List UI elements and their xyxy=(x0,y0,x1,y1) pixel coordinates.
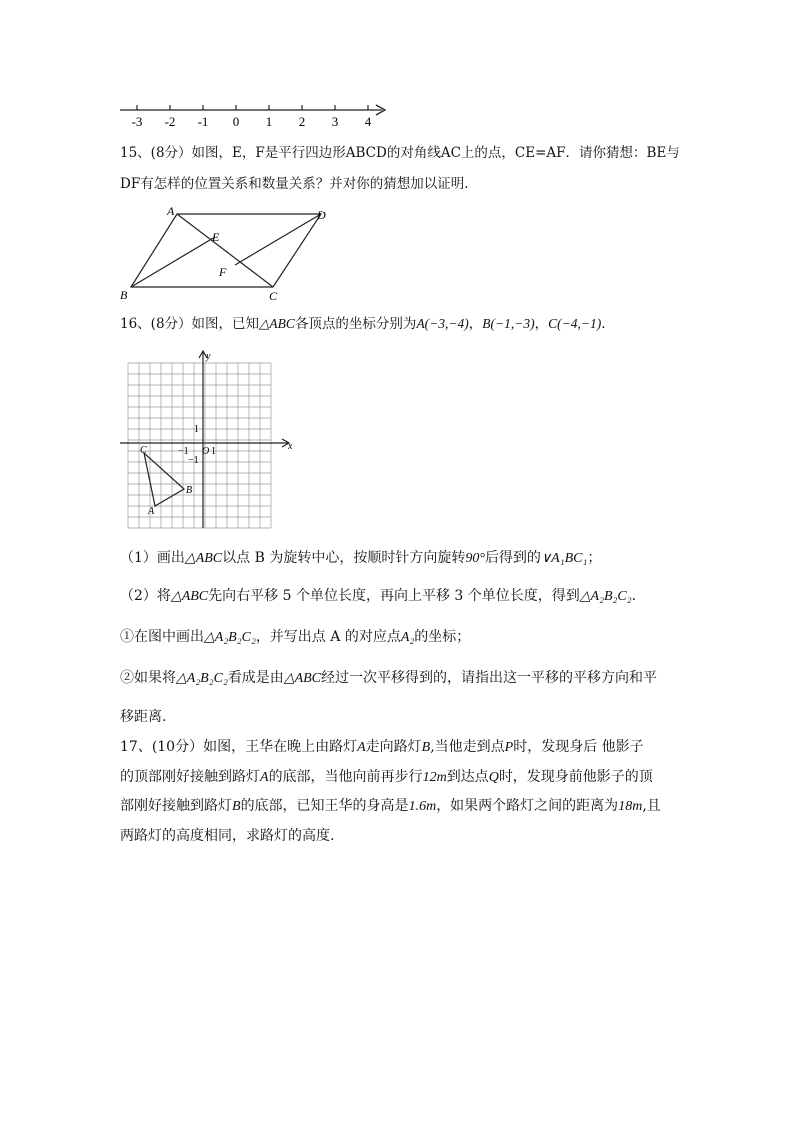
q16-coord-b: B(−1,−3) xyxy=(482,316,535,331)
q16-translated-triangle: △A₂B₂C₂ xyxy=(579,589,632,604)
tick-label: -3 xyxy=(131,114,143,129)
grid-label-x: x xyxy=(288,441,293,452)
q16-sub2 xyxy=(120,668,685,727)
q16-coord-c: C(−4,−1) xyxy=(548,316,602,331)
grid-label-neg-one-down: −1 xyxy=(188,455,199,466)
q17-text-k: ，如果两个路灯之间的距离为 xyxy=(436,798,619,814)
q15-label-b: B xyxy=(120,288,128,302)
q16-part1 xyxy=(120,548,685,569)
q17-text-c: ,当他走到点 xyxy=(430,739,505,755)
q16-sub1-text2: ，并写出点 A 的对应点 xyxy=(255,629,401,645)
tick-label: -2 xyxy=(164,114,176,129)
tick-label: 4 xyxy=(364,114,372,129)
q16-part2 xyxy=(120,586,685,607)
q16-translated-triangle: △A₂B₂C₂ xyxy=(176,671,228,686)
q16-triangle: △ABC xyxy=(259,316,295,331)
tick-label: -1 xyxy=(197,114,209,129)
q17-lamp-b: B xyxy=(232,799,241,814)
grid-label-y: y xyxy=(206,351,211,362)
q17-line2 xyxy=(120,763,685,793)
grid-label-c: C xyxy=(140,445,147,456)
q16-sub2-line2: 移距离. xyxy=(120,709,167,725)
q16-triangle: △ABC xyxy=(184,551,223,566)
q16-intro xyxy=(120,314,685,334)
q16-angle: 90° xyxy=(465,551,485,566)
q16-intro-b: 各顶点的坐标分别为 xyxy=(294,316,417,332)
q17-distance-12m: 12m xyxy=(422,769,447,785)
q17-lamp-a: A xyxy=(260,769,269,785)
q16-rotated-triangle: ∨A₁BC₁ xyxy=(540,551,588,566)
tick-label: 0 xyxy=(232,114,240,129)
q16-part1-text2: 后得到的 xyxy=(484,550,541,566)
q16-triangle: △ABC xyxy=(170,589,209,604)
q15-parallelogram-figure xyxy=(115,203,340,305)
q17-lamp-a: A xyxy=(357,740,366,755)
grid-label-b: B xyxy=(186,485,193,496)
q17-text-j: 的底部，已知王华的身高是 xyxy=(240,798,409,814)
q15-line1: 15、(8分）如图，E，F是平行四边形ABCD的对角线AC上的点，CE=AF．请你猜想：BE与 xyxy=(120,145,680,161)
q16-sub1-text: ①在图中画出 xyxy=(120,629,204,645)
grid-label-one-up: 1 xyxy=(194,424,199,435)
punctuation: ． xyxy=(631,588,646,604)
q17-text-f: 的底部，当他向前再步行 xyxy=(268,768,423,785)
q16-triangle: △ABC xyxy=(283,671,322,686)
q17-text-l: ,且 xyxy=(642,798,661,814)
q17-text-h: 时，发现身前他影子的顶 xyxy=(498,768,653,785)
grid-label-one-right: 1 xyxy=(211,446,216,457)
q17-text-e: 的顶部刚好接触到路灯 xyxy=(120,768,260,785)
q16-part1-label: （1）画出 xyxy=(120,550,185,566)
q17-text-b: 走向路灯 xyxy=(365,739,422,755)
q17-point-p: P xyxy=(504,740,514,755)
number-line xyxy=(110,98,400,130)
q17-text-d: 时，发现身后 他影子 xyxy=(513,739,644,755)
separator: ， xyxy=(468,316,483,332)
tick-label: 2 xyxy=(298,114,306,129)
q17-point-q: Q xyxy=(488,769,499,785)
separator: ， xyxy=(534,316,549,332)
q17-line4: 两路灯的高度相同，求路灯的高度. xyxy=(120,827,335,844)
q15-line2: DF有怎样的位置关系和数量关系？并对你的猜想加以证明. xyxy=(120,176,469,192)
period: . xyxy=(601,316,606,332)
q17-text-a: 17、(10分）如图，王华在晚上由路灯 xyxy=(120,739,358,755)
q17-text-g: 到达点 xyxy=(446,768,489,785)
punctuation: ； xyxy=(587,550,602,566)
q17-line3 xyxy=(120,792,685,822)
q15-label-f: F xyxy=(219,265,227,279)
q17-text-i: 部刚好接触到路灯 xyxy=(120,798,232,814)
q16-translated-triangle: △A₂B₂C₂ xyxy=(204,630,256,645)
q15-label-c: C xyxy=(269,289,278,303)
grid-label-origin: O xyxy=(202,446,210,457)
q17-height: 1.6m xyxy=(408,799,437,814)
q16-intro-a: 16、(8分）如图，已知 xyxy=(120,316,260,332)
q16-part2-text: 先向右平移 5 个单位长度，再向上平移 3 个单位长度，得到 xyxy=(208,588,580,604)
tick-label: 1 xyxy=(265,114,273,129)
q16-sub2-text: ②如果将 xyxy=(120,670,176,686)
q15-text xyxy=(120,143,685,194)
q16-sub2-text2: 看成是由 xyxy=(227,670,284,686)
q16-coordinate-grid xyxy=(118,348,298,530)
q17-text xyxy=(120,733,685,850)
grid-label-a: A xyxy=(148,506,155,517)
q15-label-e: E xyxy=(212,230,220,244)
q16-point-a2: A₂ xyxy=(400,630,415,645)
tick-label: 3 xyxy=(331,114,339,129)
q15-label-a: A xyxy=(167,204,175,218)
grid-lines xyxy=(128,363,271,528)
q16-sub1-end: 的坐标； xyxy=(414,629,471,645)
q16-sub2-text3: 经过一次平移得到的，请指出这一平移的平移方向和平 xyxy=(321,670,658,686)
q16-sub2-line1 xyxy=(120,668,685,689)
q17-line1 xyxy=(120,733,685,763)
q16-sub1 xyxy=(120,627,685,648)
q17-distance-18m: 18m xyxy=(618,799,643,814)
q17-lamp-b: B xyxy=(421,740,431,755)
grid-label-neg-one-left: −1 xyxy=(178,446,189,457)
q16-part1-text: 以点 B 为旋转中心，按顺时针方向旋转 xyxy=(222,550,466,566)
q16-coord-a: A(−3,−4) xyxy=(416,316,469,331)
q15-label-d: D xyxy=(317,208,326,222)
q16-part2-label: （2）将 xyxy=(120,588,171,604)
